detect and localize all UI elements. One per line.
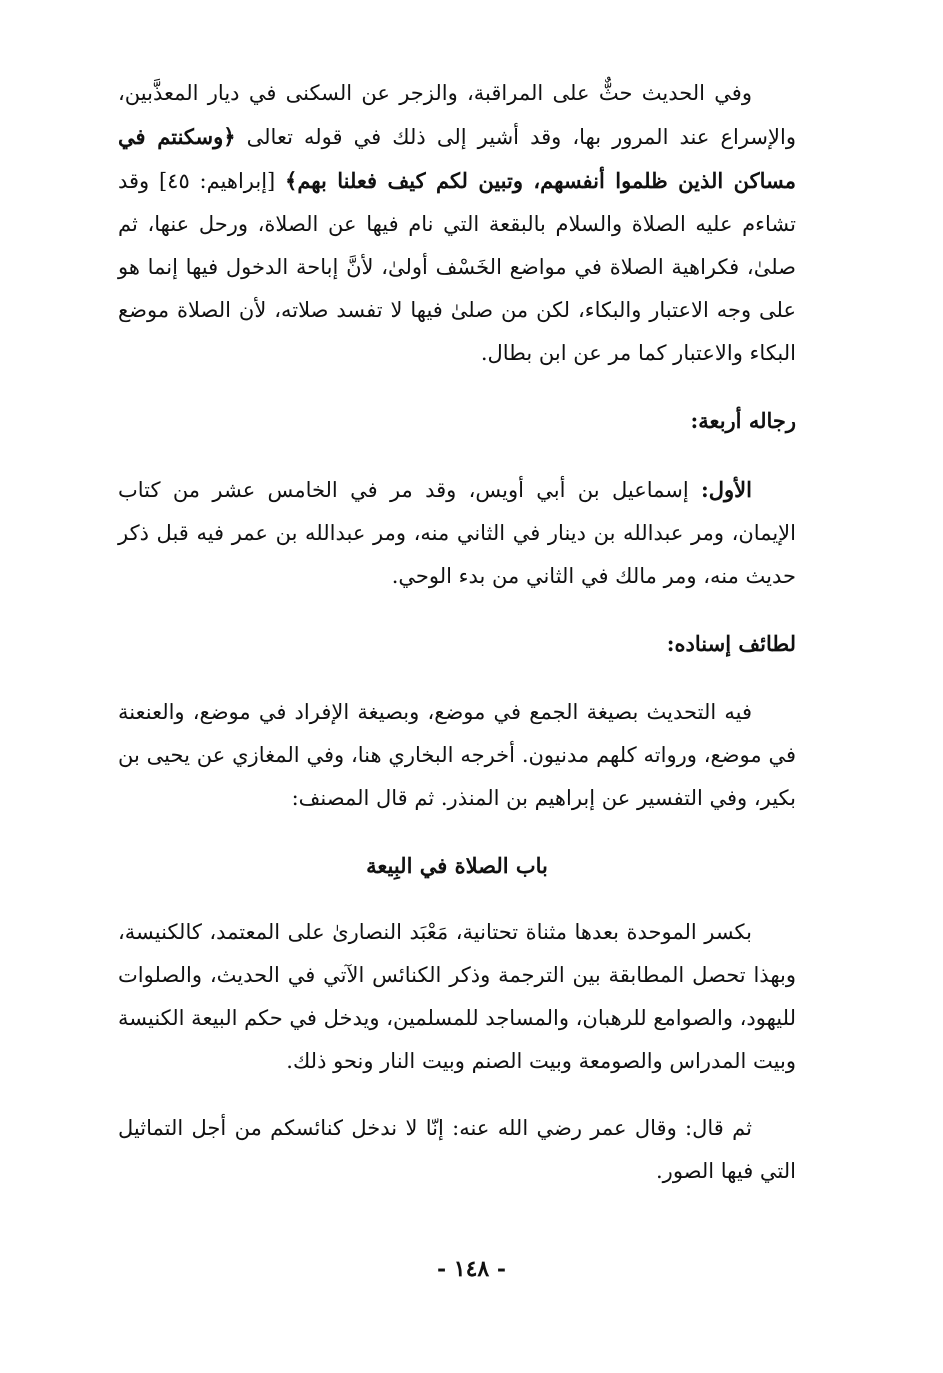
page-body: [118, 72, 796, 1193]
page-number: - ١٤٨ -: [436, 1256, 507, 1282]
first-narrator-text: إسماعيل بن أبي أويس، وقد مر في الخامس عشر من كتاب الإيمان، ومر عبدالله بن دينار في الثاني منه، ومر عبدالله بن عمر فيه قبل ذكر حديث منه، ومر مالك في الثاني من بدء الوحي.: [118, 478, 796, 588]
heading-isnad-subtleties: لطائف إسناده:: [666, 631, 796, 656]
paragraph-commentary: [118, 72, 796, 375]
paragraph-umar-quote: ثم قال: وقال عمر رضي الله عنه: إنّا لا ندخل كنائسكم من أجل التماثيل التي فيها الصور.: [118, 1116, 796, 1183]
paragraph-text-cont: [إبراهيم: ٤٥] وقد تشاءم عليه الصلاة والسلام بالبقعة التي نام فيها عن الصلاة، ورحل عنها، ثم صلىٰ، فكراهية الصلاة في مواضع الخَسْف أولىٰ، لأنَّ إباحة الدخول فيها إنما هو على وجه الاعتبار والبكاء، لكن من صلىٰ فيها لا تفسد صلاته، لأن الصلاة موضع البكاء والاعتبار كما مر عن ابن بطال.: [118, 169, 796, 365]
chapter-title: باب الصلاة في البِيعة: [366, 853, 548, 878]
paragraph-isnad: فيه التحديث بصيغة الجمع في موضع، وبصيغة الإفراد في موضع، والعنعنة في موضع، ورواته كلهم مدنيون. أخرجه البخاري هنا، وفي المغازي عن يحيى بن بكير، وفي التفسير عن إبراهيم بن المنذر. ثم قال المصنف:: [118, 700, 796, 810]
paragraph-bia-definition: بكسر الموحدة بعدها مثناة تحتانية، مَعْبَد النصارىٰ على المعتمد، كالكنيسة، وبهذا تحصل المطابقة بين الترجمة وذكر الكنائس الآتي في الحديث، والصلوات لليهود، والصوامع للرهبان، والمساجد للمسلمين، ويدخل في حكم البيعة الكنيسة وبيت المدراس والصومعة وبيت الصنم وبيت النار ونحو ذلك.: [118, 920, 796, 1073]
first-label: الأول:: [701, 477, 752, 502]
paragraph-text: وفي الحديث حثٌّ على المراقبة، والزجر عن السكنى في ديار المعذَّبين، والإسراع عند المرور بها، وقد أشير إلى ذلك في قوله تعالى: [118, 81, 796, 149]
quran-verse: ﴿وسكنتم في مساكن الذين ظلموا أنفسهم، وتبين لكم كيف فعلنا بهم﴾: [118, 124, 796, 193]
paragraph-first-narrator: [118, 468, 796, 598]
heading-narrators: رجاله أربعة:: [690, 408, 796, 433]
